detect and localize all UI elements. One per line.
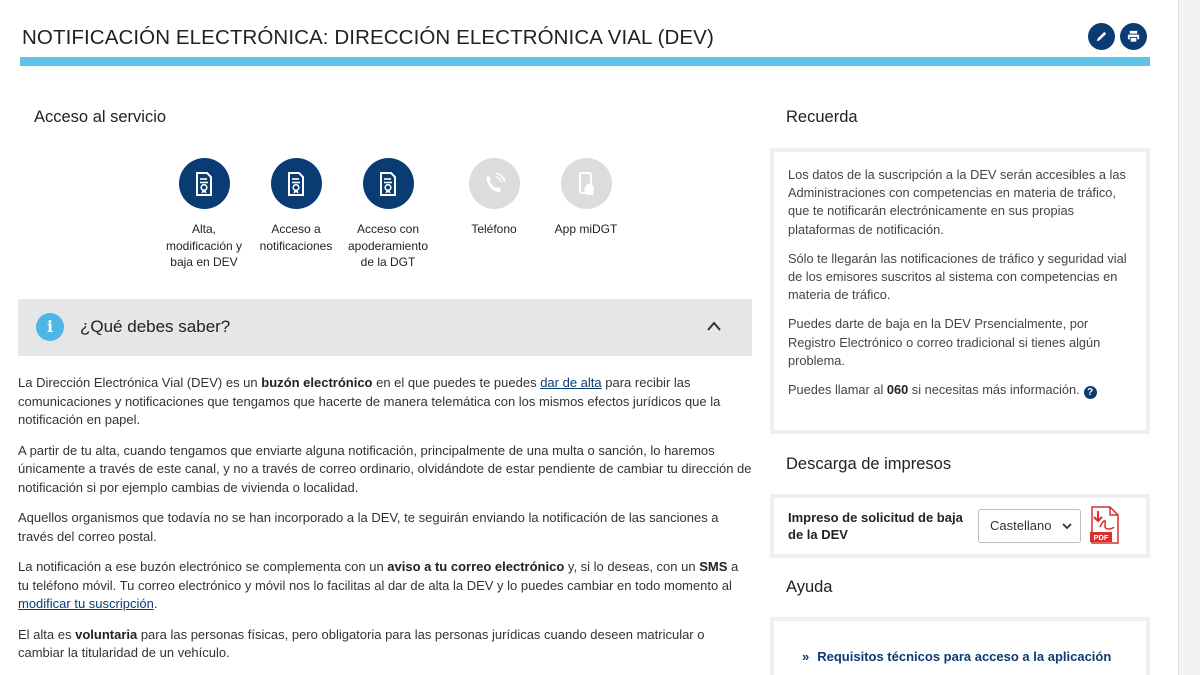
print-button[interactable] bbox=[1120, 23, 1147, 50]
body-paragraph-5 bbox=[18, 626, 752, 663]
service-telefono-circle bbox=[469, 158, 520, 209]
page-title: NOTIFICACIÓN ELECTRÓNICA: DIRECCIÓN ELECTRÓNICA VIAL (DEV) bbox=[22, 26, 714, 49]
title-underline-bar bbox=[20, 57, 1150, 66]
printer-icon bbox=[1126, 29, 1141, 44]
ayuda-heading: Ayuda bbox=[786, 578, 833, 596]
ayuda-box bbox=[770, 617, 1150, 675]
recuerda-paragraph-1: Los datos de la suscripción a la DEV serán accesibles a las Administraciones con competencias en materia de tráfico, que te notificarán electrónicamente en sus propias plataformas de notificación. bbox=[788, 167, 1126, 237]
service-app-circle bbox=[561, 158, 612, 209]
phone-icon bbox=[480, 170, 508, 198]
service-apoderamiento[interactable] bbox=[342, 158, 434, 271]
recuerda-paragraph-3: Puedes darte de baja en la DEV Prsencialmente, por Registro Electrónico o correo tradicional si tienes algún problema. bbox=[788, 316, 1101, 368]
service-alta-circle bbox=[179, 158, 230, 209]
language-select[interactable] bbox=[978, 509, 1081, 543]
service-apoderamiento-label: Acceso con apoderamiento de la DGT bbox=[347, 222, 429, 269]
edit-button[interactable] bbox=[1088, 23, 1115, 50]
vertical-scrollbar[interactable] bbox=[1178, 0, 1200, 675]
impresos-heading: Descarga de impresos bbox=[786, 455, 952, 473]
service-alta-label: Alta, modificación y baja en DEV bbox=[165, 222, 243, 269]
pdf-download-icon[interactable] bbox=[1086, 505, 1122, 545]
service-alta[interactable] bbox=[158, 158, 250, 271]
service-app-midgt[interactable] bbox=[540, 158, 632, 238]
body-paragraph-2: A partir de tu alta, cuando tengamos que enviarte alguna notificación, principalmente de una multa o sanción, lo haremos únicamente a través de este canal, y no a través de correo ordinario, olvidándote de estar pendiente de cambiar tu dirección de notificación si por ejemplo cambias de vivienda o localidad. bbox=[18, 442, 752, 495]
text: El alta es bbox=[18, 626, 76, 642]
impreso-baja-label: Impreso de solicitud de baja de la DEV bbox=[788, 510, 963, 542]
recuerda-paragraph-2: Sólo te llegarán las notificaciones de tráfico y seguridad vial de los emisores suscritos al sistema con competencias en materia de tráfico. bbox=[788, 250, 1127, 303]
language-selected-value: Castellano bbox=[990, 518, 1052, 533]
acceso-heading: Acceso al servicio bbox=[34, 108, 167, 126]
text: y, si lo deseas, con un bbox=[564, 559, 700, 574]
text: para las personas físicas, pero obligatoria para las personas jurídicas cuando deseen matricular o cambiar la titularidad de un vehículo. bbox=[18, 626, 705, 660]
impresos-box bbox=[770, 494, 1150, 558]
text-bold: aviso a tu correo electrónico bbox=[387, 559, 565, 574]
service-notificaciones-circle bbox=[271, 158, 322, 209]
chevron-up-icon[interactable] bbox=[706, 320, 722, 332]
text-bold: buzón electrónico bbox=[261, 375, 373, 390]
pencil-icon bbox=[1094, 29, 1109, 44]
que-debes-saber-accordion[interactable] bbox=[18, 299, 752, 356]
info-icon: i bbox=[36, 313, 64, 341]
text: La Dirección Electrónica Vial (DEV) es un bbox=[18, 375, 262, 390]
service-notificaciones-label: Acceso a notificaciones bbox=[259, 222, 333, 253]
double-chevron-right-icon: » bbox=[802, 649, 810, 664]
mobile-app-icon bbox=[572, 170, 600, 198]
phone-number: 060 bbox=[886, 382, 909, 398]
body-paragraph-4 bbox=[18, 558, 752, 614]
service-telefono-label: Teléfono bbox=[471, 222, 517, 236]
text: en el que puedes te puedes bbox=[372, 375, 541, 390]
modificar-suscripcion-link[interactable]: modificar tu suscripción bbox=[18, 596, 154, 611]
document-certificate-icon bbox=[374, 170, 402, 198]
text: para recibir las comunicaciones y notificaciones que tengamos que hacerte de manera telemática con los mismos efectos jurídicos que la notificación en papel. bbox=[18, 375, 721, 427]
recuerda-paragraph-4 bbox=[788, 381, 1132, 399]
text: La notificación a ese buzón electrónico se complementa con un bbox=[18, 559, 388, 574]
recuerda-heading: Recuerda bbox=[786, 108, 858, 126]
accordion-body bbox=[18, 374, 752, 675]
text: si necesitas más información. bbox=[908, 382, 1080, 398]
requisitos-link-label: Requisitos técnicos para acceso a la aplicación bbox=[817, 649, 1112, 664]
service-telefono[interactable] bbox=[448, 158, 540, 238]
dar-de-alta-link[interactable]: dar de alta bbox=[540, 375, 602, 390]
question-circle-icon[interactable]: ? bbox=[1084, 386, 1097, 399]
document-certificate-icon bbox=[282, 170, 310, 198]
service-buttons bbox=[158, 158, 638, 278]
pdf-label: PDF bbox=[1093, 533, 1109, 542]
text-bold: SMS bbox=[699, 559, 728, 574]
recuerda-box bbox=[770, 148, 1150, 434]
body-paragraph-1 bbox=[18, 374, 752, 430]
text: Puedes llamar al bbox=[788, 382, 887, 398]
chevron-down-icon bbox=[1062, 523, 1072, 530]
document-certificate-icon bbox=[190, 170, 218, 198]
service-app-label: App miDGT bbox=[554, 222, 618, 236]
text: . bbox=[153, 596, 158, 611]
text-bold: voluntaria bbox=[75, 626, 138, 642]
text: a tu teléfono móvil. Tu correo electrónico y móvil nos lo facilitas al dar de alta la DEV y lo puedes cambiar en todo momento al bbox=[18, 559, 739, 593]
service-apoderamiento-circle bbox=[363, 158, 414, 209]
requisitos-tecnicos-link[interactable] bbox=[802, 649, 1111, 664]
accordion-title: ¿Qué debes saber? bbox=[80, 317, 231, 336]
body-paragraph-3: Aquellos organismos que todavía no se han incorporado a la DEV, te seguirán enviando la notificación de las sanciones a través del correo postal. bbox=[18, 510, 719, 544]
service-acceso-notificaciones[interactable] bbox=[250, 158, 342, 254]
